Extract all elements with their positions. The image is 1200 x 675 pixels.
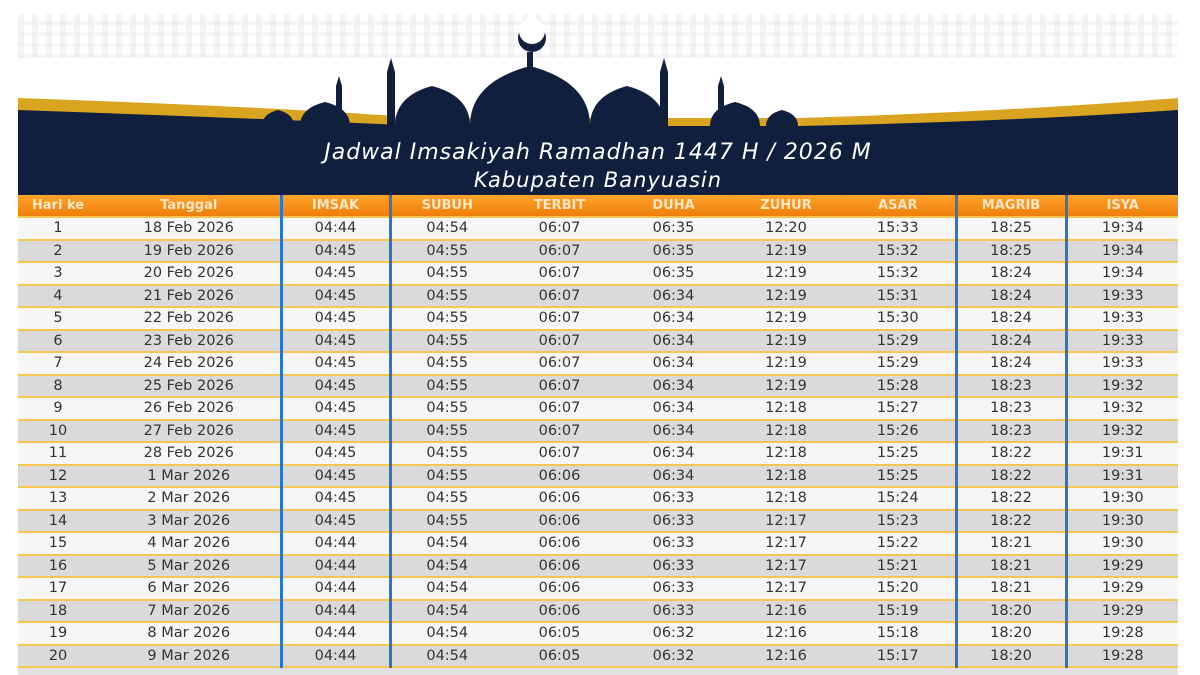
- cell-zuhur: 12:19: [731, 352, 841, 375]
- cell-day: 3: [18, 262, 98, 285]
- table-row: [18, 645, 1178, 668]
- cell-day: 20: [18, 645, 98, 668]
- cell-terbit: 06:07: [503, 442, 616, 465]
- cell-imsak: 04:45: [281, 240, 390, 263]
- table-row: [18, 307, 1178, 330]
- crescent-moon-icon: [518, 18, 546, 52]
- cell-day: 13: [18, 487, 98, 510]
- cell-imsak: 04:45: [281, 330, 390, 353]
- cell-zuhur: 12:16: [731, 600, 841, 623]
- cell-terbit: 06:06: [503, 577, 616, 600]
- cell-zuhur: 12:18: [731, 420, 841, 443]
- cell-terbit: 06:07: [503, 240, 616, 263]
- cell-duha: 06:34: [616, 307, 731, 330]
- cell-imsak: 04:45: [281, 397, 390, 420]
- cell-subuh: 04:54: [390, 577, 503, 600]
- cell-magrib: 18:22: [956, 465, 1066, 488]
- cell-terbit: 06:07: [503, 352, 616, 375]
- cell-duha: 06:33: [616, 577, 731, 600]
- cell-zuhur: 12:18: [731, 442, 841, 465]
- cell-magrib: 18:24: [956, 262, 1066, 285]
- cell-subuh: 04:54: [390, 532, 503, 555]
- cell-magrib: 18:21: [956, 577, 1066, 600]
- cell-day: 16: [18, 555, 98, 578]
- imsakiyah-table: [18, 195, 1178, 668]
- cell-asar: 15:19: [841, 600, 956, 623]
- table-row-cutoff: [18, 668, 1178, 675]
- cell-magrib: 18:22: [956, 510, 1066, 533]
- cell-isya: 19:28: [1066, 622, 1178, 645]
- cell-duha: 06:32: [616, 622, 731, 645]
- cell-duha: 06:35: [616, 262, 731, 285]
- cell-asar: 15:26: [841, 420, 956, 443]
- cell-date: 18 Feb 2026: [98, 217, 281, 240]
- cell-subuh: 04:55: [390, 420, 503, 443]
- cell-magrib: 18:23: [956, 420, 1066, 443]
- mosque-silhouette-icon: [262, 52, 798, 126]
- cell-duha: 06:32: [616, 645, 731, 668]
- cell-day: 14: [18, 510, 98, 533]
- cell-terbit: 06:06: [503, 600, 616, 623]
- cell-asar: 15:28: [841, 375, 956, 398]
- cell-imsak: 04:45: [281, 465, 390, 488]
- cell-subuh: 04:55: [390, 240, 503, 263]
- cell-isya: 19:32: [1066, 420, 1178, 443]
- cell-day: 17: [18, 577, 98, 600]
- cell-duha: 06:34: [616, 352, 731, 375]
- cell-subuh: 04:54: [390, 622, 503, 645]
- cell-subuh: 04:55: [390, 262, 503, 285]
- column-header-asar: ASAR: [841, 195, 956, 217]
- cell-asar: 15:22: [841, 532, 956, 555]
- cell-magrib: 18:24: [956, 307, 1066, 330]
- cell-day: 7: [18, 352, 98, 375]
- cell-day: 18: [18, 600, 98, 623]
- cell-imsak: 04:44: [281, 555, 390, 578]
- cell-asar: 15:21: [841, 555, 956, 578]
- cell-terbit: 06:06: [503, 465, 616, 488]
- cell-isya: 19:33: [1066, 307, 1178, 330]
- cell-zuhur: 12:17: [731, 577, 841, 600]
- table-row: [18, 465, 1178, 488]
- cell-date: 2 Mar 2026: [98, 487, 281, 510]
- cell-zuhur: 12:16: [731, 645, 841, 668]
- cell-magrib: 18:23: [956, 397, 1066, 420]
- cell-zuhur: 12:19: [731, 240, 841, 263]
- cell-duha: 06:34: [616, 375, 731, 398]
- cell-day: 6: [18, 330, 98, 353]
- table-row: [18, 555, 1178, 578]
- cell-duha: 06:34: [616, 330, 731, 353]
- cell-subuh: 04:55: [390, 465, 503, 488]
- cell-terbit: 06:07: [503, 285, 616, 308]
- page-title: Jadwal Imsakiyah Ramadhan 1447 H / 2026 M: [324, 140, 872, 165]
- cell-isya: 19:31: [1066, 442, 1178, 465]
- cell-terbit: 06:07: [503, 307, 616, 330]
- cell-isya: 19:30: [1066, 487, 1178, 510]
- cell-terbit: 06:07: [503, 262, 616, 285]
- cell-duha: 06:33: [616, 510, 731, 533]
- cell-zuhur: 12:18: [731, 397, 841, 420]
- cell-isya: 19:33: [1066, 330, 1178, 353]
- cell-zuhur: 12:19: [731, 307, 841, 330]
- cell-date: 20 Feb 2026: [98, 262, 281, 285]
- cell-subuh: 04:55: [390, 442, 503, 465]
- cell-zuhur: 12:19: [731, 375, 841, 398]
- cell-terbit: 06:07: [503, 330, 616, 353]
- cell-date: 28 Feb 2026: [98, 442, 281, 465]
- cell-date: 27 Feb 2026: [98, 420, 281, 443]
- cell-isya: 19:34: [1066, 262, 1178, 285]
- cell-isya: 19:33: [1066, 285, 1178, 308]
- cell-terbit: 06:06: [503, 532, 616, 555]
- cell-asar: 15:33: [841, 217, 956, 240]
- cell-isya: 19:33: [1066, 352, 1178, 375]
- cell-day: 5: [18, 307, 98, 330]
- cell-duha: 06:34: [616, 397, 731, 420]
- cell-day: 15: [18, 532, 98, 555]
- cell-terbit: 06:07: [503, 217, 616, 240]
- cell-subuh: 04:54: [390, 555, 503, 578]
- cell-subuh: 04:55: [390, 510, 503, 533]
- table-row: [18, 285, 1178, 308]
- cell-duha: 06:33: [616, 555, 731, 578]
- cell-asar: 15:18: [841, 622, 956, 645]
- cell-date: 26 Feb 2026: [98, 397, 281, 420]
- column-header-imsak: IMSAK: [281, 195, 390, 217]
- cell-subuh: 04:55: [390, 375, 503, 398]
- cell-day: 4: [18, 285, 98, 308]
- column-header-duha: DUHA: [616, 195, 731, 217]
- cell-imsak: 04:45: [281, 285, 390, 308]
- cell-asar: 15:23: [841, 510, 956, 533]
- cell-imsak: 04:44: [281, 532, 390, 555]
- cell-imsak: 04:44: [281, 577, 390, 600]
- table-row: [18, 330, 1178, 353]
- cell-date: 1 Mar 2026: [98, 465, 281, 488]
- cell-subuh: 04:55: [390, 307, 503, 330]
- cell-zuhur: 12:19: [731, 285, 841, 308]
- cell-magrib: 18:23: [956, 375, 1066, 398]
- cell-isya: 19:29: [1066, 577, 1178, 600]
- cell-isya: 19:29: [1066, 555, 1178, 578]
- cell-asar: 15:17: [841, 645, 956, 668]
- cell-asar: 15:25: [841, 442, 956, 465]
- region-subtitle: Kabupaten Banyuasin: [473, 168, 723, 192]
- cell-asar: 15:27: [841, 397, 956, 420]
- column-header-day: Hari ke: [18, 195, 98, 217]
- cell-zuhur: 12:19: [731, 330, 841, 353]
- cell-duha: 06:35: [616, 217, 731, 240]
- cell-subuh: 04:55: [390, 352, 503, 375]
- cell-date: 7 Mar 2026: [98, 600, 281, 623]
- cell-imsak: 04:45: [281, 352, 390, 375]
- column-header-date: Tanggal: [98, 195, 281, 217]
- cell-date: 8 Mar 2026: [98, 622, 281, 645]
- cell-magrib: 18:25: [956, 217, 1066, 240]
- cell-magrib: 18:21: [956, 532, 1066, 555]
- table-header-row: [18, 195, 1178, 217]
- cell-duha: 06:33: [616, 600, 731, 623]
- table-row: [18, 375, 1178, 398]
- cell-zuhur: 12:19: [731, 262, 841, 285]
- column-header-zuhur: ZUHUR: [731, 195, 841, 217]
- cell-isya: 19:30: [1066, 510, 1178, 533]
- table-row: [18, 532, 1178, 555]
- cell-terbit: 06:05: [503, 622, 616, 645]
- cell-terbit: 06:06: [503, 555, 616, 578]
- cell-imsak: 04:45: [281, 262, 390, 285]
- cell-duha: 06:34: [616, 465, 731, 488]
- cell-asar: 15:31: [841, 285, 956, 308]
- cell-imsak: 04:45: [281, 420, 390, 443]
- cell-imsak: 04:44: [281, 600, 390, 623]
- cell-day: 2: [18, 240, 98, 263]
- cell-isya: 19:31: [1066, 465, 1178, 488]
- cell-magrib: 18:22: [956, 442, 1066, 465]
- cell-magrib: 18:20: [956, 645, 1066, 668]
- cell-magrib: 18:20: [956, 622, 1066, 645]
- cell-imsak: 04:45: [281, 375, 390, 398]
- cell-subuh: 04:54: [390, 217, 503, 240]
- cell-magrib: 18:25: [956, 240, 1066, 263]
- cell-imsak: 04:45: [281, 307, 390, 330]
- cell-day: 10: [18, 420, 98, 443]
- cell-asar: 15:30: [841, 307, 956, 330]
- cell-terbit: 06:06: [503, 510, 616, 533]
- cell-date: 5 Mar 2026: [98, 555, 281, 578]
- cell-isya: 19:34: [1066, 240, 1178, 263]
- cell-date: 19 Feb 2026: [98, 240, 281, 263]
- cell-day: 12: [18, 465, 98, 488]
- cell-asar: 15:25: [841, 465, 956, 488]
- table-row: [18, 352, 1178, 375]
- cell-zuhur: 12:17: [731, 555, 841, 578]
- cell-date: 6 Mar 2026: [98, 577, 281, 600]
- cell-day: 9: [18, 397, 98, 420]
- cell-asar: 15:29: [841, 330, 956, 353]
- cell-subuh: 04:54: [390, 645, 503, 668]
- cell-isya: 19:32: [1066, 375, 1178, 398]
- table-row: [18, 510, 1178, 533]
- table-row: [18, 240, 1178, 263]
- cell-isya: 19:34: [1066, 217, 1178, 240]
- cell-zuhur: 12:16: [731, 622, 841, 645]
- cell-date: 23 Feb 2026: [98, 330, 281, 353]
- cell-asar: 15:32: [841, 240, 956, 263]
- cell-isya: 19:29: [1066, 600, 1178, 623]
- cell-date: 22 Feb 2026: [98, 307, 281, 330]
- cell-imsak: 04:44: [281, 217, 390, 240]
- cell-duha: 06:33: [616, 487, 731, 510]
- cell-imsak: 04:45: [281, 487, 390, 510]
- column-header-subuh: SUBUH: [390, 195, 503, 217]
- cell-magrib: 18:24: [956, 330, 1066, 353]
- cell-duha: 06:34: [616, 420, 731, 443]
- cell-duha: 06:34: [616, 442, 731, 465]
- cell-zuhur: 12:17: [731, 510, 841, 533]
- cell-imsak: 04:45: [281, 510, 390, 533]
- cell-imsak: 04:44: [281, 622, 390, 645]
- cell-zuhur: 12:18: [731, 465, 841, 488]
- cell-magrib: 18:22: [956, 487, 1066, 510]
- cell-terbit: 06:05: [503, 645, 616, 668]
- cell-isya: 19:30: [1066, 532, 1178, 555]
- cell-asar: 15:29: [841, 352, 956, 375]
- table-row: [18, 622, 1178, 645]
- cell-date: 9 Mar 2026: [98, 645, 281, 668]
- cell-subuh: 04:55: [390, 397, 503, 420]
- table-row: [18, 420, 1178, 443]
- table-row: [18, 487, 1178, 510]
- cell-date: 3 Mar 2026: [98, 510, 281, 533]
- cell-zuhur: 12:20: [731, 217, 841, 240]
- table-row: [18, 442, 1178, 465]
- cell-magrib: 18:20: [956, 600, 1066, 623]
- column-header-isya: ISYA: [1066, 195, 1178, 217]
- cell-terbit: 06:07: [503, 420, 616, 443]
- cell-duha: 06:35: [616, 240, 731, 263]
- table-row: [18, 577, 1178, 600]
- cell-subuh: 04:55: [390, 487, 503, 510]
- cell-day: 1: [18, 217, 98, 240]
- cell-magrib: 18:21: [956, 555, 1066, 578]
- cell-isya: 19:28: [1066, 645, 1178, 668]
- cell-isya: 19:32: [1066, 397, 1178, 420]
- cell-asar: 15:24: [841, 487, 956, 510]
- cell-magrib: 18:24: [956, 285, 1066, 308]
- cell-date: 21 Feb 2026: [98, 285, 281, 308]
- cell-date: 4 Mar 2026: [98, 532, 281, 555]
- cell-date: 25 Feb 2026: [98, 375, 281, 398]
- table-row: [18, 397, 1178, 420]
- cell-date: 24 Feb 2026: [98, 352, 281, 375]
- cell-zuhur: 12:17: [731, 532, 841, 555]
- cell-terbit: 06:06: [503, 487, 616, 510]
- cell-day: 19: [18, 622, 98, 645]
- column-header-magrib: MAGRIB: [956, 195, 1066, 217]
- cell-duha: 06:34: [616, 285, 731, 308]
- cell-subuh: 04:55: [390, 330, 503, 353]
- cell-terbit: 06:07: [503, 397, 616, 420]
- table-row: [18, 600, 1178, 623]
- cell-duha: 06:33: [616, 532, 731, 555]
- cell-subuh: 04:55: [390, 285, 503, 308]
- cell-day: 11: [18, 442, 98, 465]
- cell-imsak: 04:45: [281, 442, 390, 465]
- cell-terbit: 06:07: [503, 375, 616, 398]
- column-header-terbit: TERBIT: [503, 195, 616, 217]
- cell-day: 8: [18, 375, 98, 398]
- cell-zuhur: 12:18: [731, 487, 841, 510]
- table-row: [18, 217, 1178, 240]
- cell-asar: 15:32: [841, 262, 956, 285]
- cell-magrib: 18:24: [956, 352, 1066, 375]
- cell-asar: 15:20: [841, 577, 956, 600]
- cell-imsak: 04:44: [281, 645, 390, 668]
- cell-subuh: 04:54: [390, 600, 503, 623]
- table-row: [18, 262, 1178, 285]
